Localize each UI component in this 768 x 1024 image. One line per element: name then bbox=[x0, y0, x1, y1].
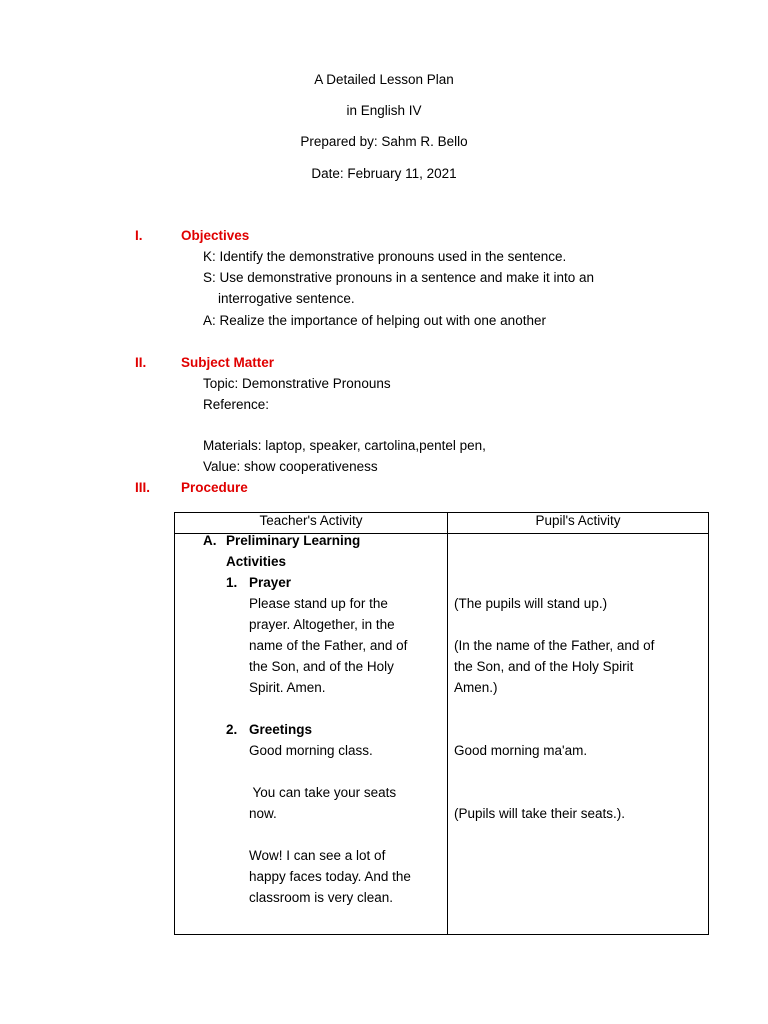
prayer-teacher-line: Spirit. Amen. bbox=[249, 680, 326, 695]
objective-skill: S: Use demonstrative pronouns in a sentence and make it into an bbox=[203, 270, 594, 285]
section-title: Preliminary Learning bbox=[226, 533, 361, 548]
prayer-label: 1. bbox=[226, 575, 238, 590]
prayer-teacher-line: name of the Father, and of bbox=[249, 638, 408, 653]
greetings-label: 2. bbox=[226, 722, 238, 737]
document-subject: in English IV bbox=[346, 103, 422, 118]
objective-attitude: A: Realize the importance of helping out with one another bbox=[203, 313, 546, 328]
prayer-teacher-line: prayer. Altogether, in the bbox=[249, 617, 395, 632]
section-title-continued: Activities bbox=[226, 554, 287, 569]
teacher-activity-cell bbox=[175, 534, 448, 935]
pupil-activity-cell bbox=[448, 534, 709, 935]
prayer-pupil-line: the Son, and of the Holy Spirit bbox=[454, 659, 634, 674]
objectives-numeral: I. bbox=[135, 228, 143, 243]
table-row bbox=[175, 534, 709, 935]
document-title: A Detailed Lesson Plan bbox=[314, 72, 454, 87]
procedure-heading: Procedure bbox=[181, 480, 248, 495]
pupil-activity-header: Pupil's Activity bbox=[448, 513, 709, 534]
greetings-teacher-line: Wow! I can see a lot of bbox=[249, 848, 386, 863]
prayer-pupil-line: Amen.) bbox=[454, 680, 498, 695]
prayer-pupil-line: (In the name of the Father, and of bbox=[454, 638, 655, 653]
materials-line: Materials: laptop, speaker, cartolina,pentel pen, bbox=[203, 438, 486, 453]
reference-line: Reference: bbox=[203, 397, 270, 412]
document-date: Date: February 11, 2021 bbox=[311, 166, 457, 181]
teacher-activity-header: Teacher's Activity bbox=[175, 513, 448, 534]
objectives-heading: Objectives bbox=[181, 228, 250, 243]
procedure-table bbox=[174, 512, 709, 935]
greetings-teacher-line: happy faces today. And the bbox=[249, 869, 411, 884]
prayer-pupil-line: (The pupils will stand up.) bbox=[454, 596, 608, 611]
topic-line: Topic: Demonstrative Pronouns bbox=[203, 376, 391, 391]
value-line: Value: show cooperativeness bbox=[203, 459, 378, 474]
section-label: A. bbox=[203, 533, 217, 548]
greetings-pupil-line: Good morning ma'am. bbox=[454, 743, 588, 758]
objective-skill-continued: interrogative sentence. bbox=[218, 291, 355, 306]
greetings-teacher-line: classroom is very clean. bbox=[249, 890, 394, 905]
subject-matter-numeral: II. bbox=[135, 355, 147, 370]
greetings-title: Greetings bbox=[249, 722, 313, 737]
subject-matter-heading: Subject Matter bbox=[181, 355, 275, 370]
greetings-teacher-line: You can take your seats bbox=[249, 785, 397, 800]
objective-knowledge: K: Identify the demonstrative pronouns used in the sentence. bbox=[203, 249, 567, 264]
greetings-teacher-line: now. bbox=[249, 806, 277, 821]
greetings-teacher-line: Good morning class. bbox=[249, 743, 373, 758]
greetings-pupil-line: (Pupils will take their seats.). bbox=[454, 806, 626, 821]
prayer-title: Prayer bbox=[249, 575, 292, 590]
prayer-teacher-line: Please stand up for the bbox=[249, 596, 388, 611]
prepared-by: Prepared by: Sahm R. Bello bbox=[300, 134, 468, 149]
prayer-teacher-line: the Son, and of the Holy bbox=[249, 659, 394, 674]
procedure-numeral: III. bbox=[135, 480, 151, 495]
